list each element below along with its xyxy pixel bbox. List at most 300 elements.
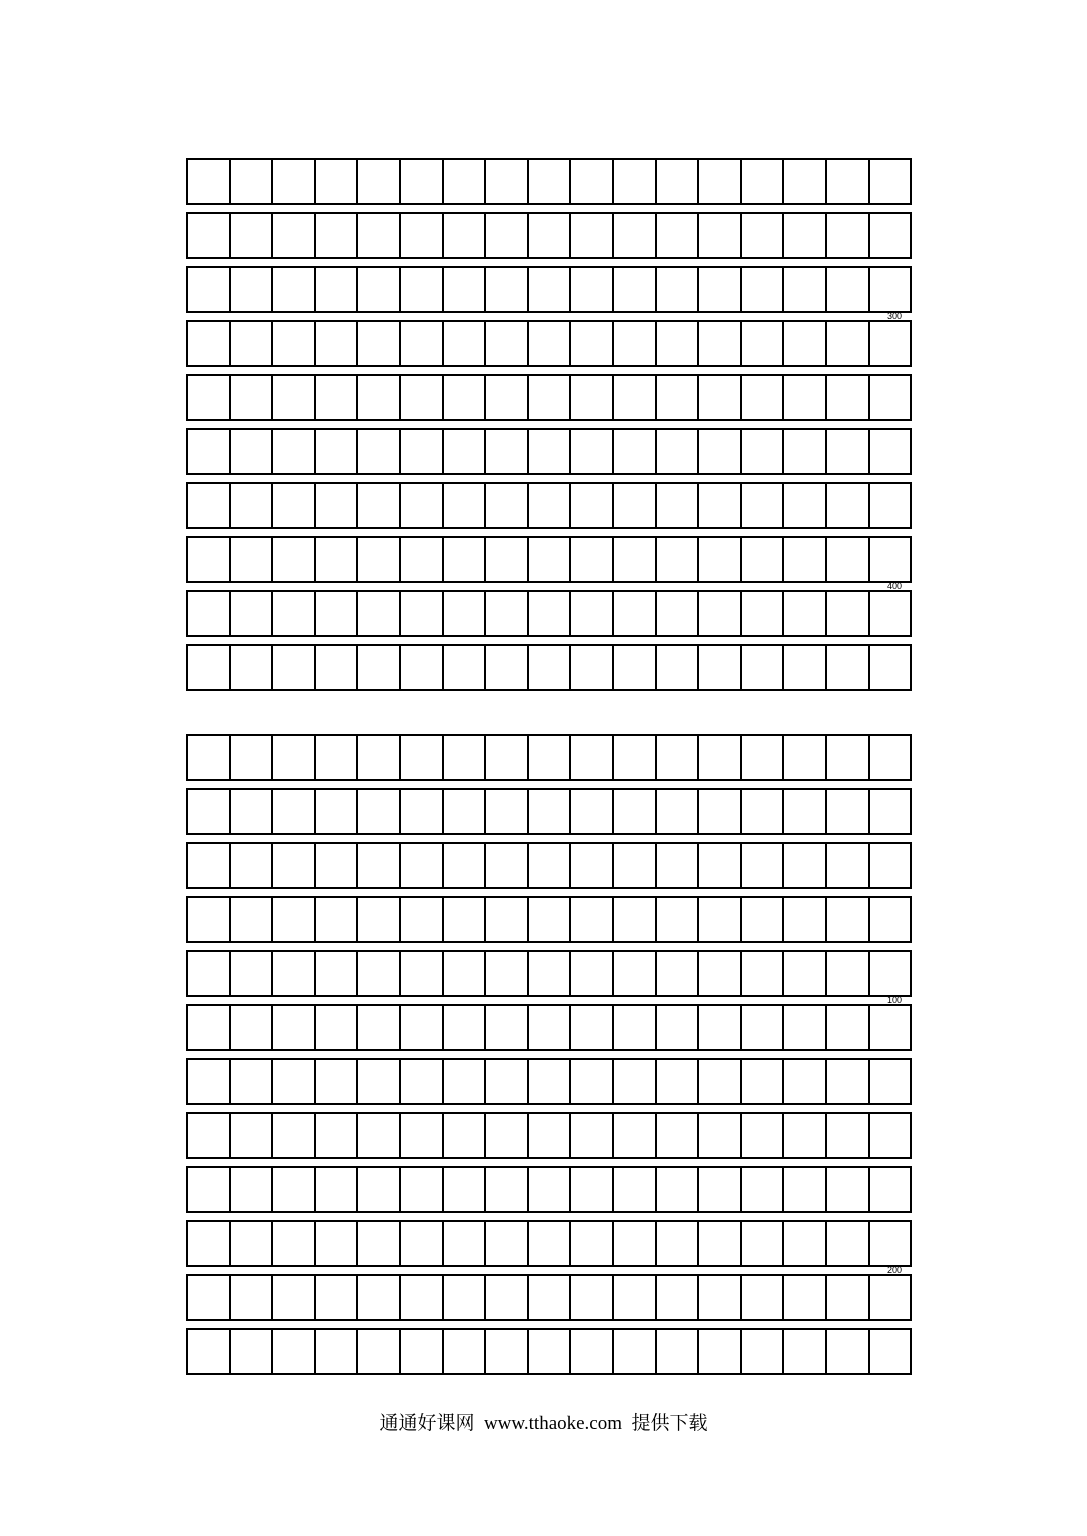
grid-cell: [870, 484, 911, 527]
grid-cell: [870, 1114, 911, 1157]
grid-cell: [444, 646, 487, 689]
grid-cell: [231, 214, 274, 257]
grid-cell: [614, 736, 657, 779]
grid-cell: [316, 1006, 359, 1049]
grid-cell: [742, 790, 785, 833]
grid-cell: [870, 898, 911, 941]
grid-cell: [316, 160, 359, 203]
grid-cell: [699, 898, 742, 941]
grid-cell: [358, 1006, 401, 1049]
grid-cell: [444, 1330, 487, 1373]
grid-cell: [742, 1114, 785, 1157]
grid-cell: [657, 1330, 700, 1373]
grid-cell: [529, 790, 572, 833]
grid-cell: [273, 646, 316, 689]
grid-cell: [358, 844, 401, 887]
grid-cell: [571, 1276, 614, 1319]
grid-cell: [827, 736, 870, 779]
grid-cell: [231, 268, 274, 311]
grid-cell: [657, 376, 700, 419]
grid-cell: [571, 898, 614, 941]
grid-cell: [401, 484, 444, 527]
grid-cell: [231, 1060, 274, 1103]
grid-cell: [784, 1276, 827, 1319]
grid-cell: [316, 1060, 359, 1103]
grid-cell: [444, 538, 487, 581]
grid-cell: [827, 646, 870, 689]
grid-cell: [870, 268, 911, 311]
grid-cell: [444, 898, 487, 941]
grid-cell: [188, 268, 231, 311]
grid-cell: [529, 1168, 572, 1211]
grid-cell: [273, 952, 316, 995]
grid-cell: [870, 1060, 911, 1103]
grid-cell: [444, 844, 487, 887]
grid-cell: [529, 268, 572, 311]
grid-cell: [657, 736, 700, 779]
grid-cell: [742, 538, 785, 581]
grid-cell: [188, 952, 231, 995]
grid-cell: [444, 214, 487, 257]
grid-cell: [231, 790, 274, 833]
grid-cell: [188, 844, 231, 887]
grid-cell: [870, 538, 911, 581]
grid-cell: [870, 214, 911, 257]
grid-row: [186, 428, 912, 475]
grid-cell: [870, 844, 911, 887]
grid-cell: [571, 844, 614, 887]
grid-row: [186, 1274, 912, 1321]
grid-cell: [614, 322, 657, 365]
word-count-marker: 300: [886, 311, 902, 321]
grid-cell: [188, 430, 231, 473]
grid-cell: [358, 1114, 401, 1157]
grid-cell: [657, 1168, 700, 1211]
grid-cell: [273, 1330, 316, 1373]
grid-row: [186, 212, 912, 259]
grid-cell: [784, 376, 827, 419]
grid-cell: [316, 430, 359, 473]
grid-cell: [870, 1168, 911, 1211]
grid-cell: [571, 376, 614, 419]
grid-cell: [614, 268, 657, 311]
grid-row: [186, 950, 912, 997]
grid-cell: [188, 898, 231, 941]
grid-cell: [657, 214, 700, 257]
grid-cell: [784, 268, 827, 311]
grid-cell: [273, 592, 316, 635]
grid-row: [186, 482, 912, 529]
bottom-writing-grid: [186, 734, 912, 1375]
grid-cell: [529, 736, 572, 779]
grid-cell: [870, 1330, 911, 1373]
grid-row: [186, 158, 912, 205]
grid-cell: [358, 322, 401, 365]
grid-cell: [529, 322, 572, 365]
grid-cell: [401, 898, 444, 941]
grid-cell: [358, 538, 401, 581]
grid-cell: [273, 214, 316, 257]
grid-cell: [529, 1114, 572, 1157]
grid-cell: [614, 538, 657, 581]
grid-cell: [486, 592, 529, 635]
grid-cell: [657, 268, 700, 311]
grid-cell: [614, 1276, 657, 1319]
grid-row: [186, 788, 912, 835]
grid-cell: [870, 736, 911, 779]
grid-cell: [870, 592, 911, 635]
grid-row: [186, 1112, 912, 1159]
grid-cell: [529, 160, 572, 203]
grid-cell: [614, 1114, 657, 1157]
grid-cell: [401, 1330, 444, 1373]
grid-cell: [358, 1060, 401, 1103]
grid-cell: [486, 322, 529, 365]
grid-cell: [444, 1222, 487, 1265]
grid-cell: [827, 430, 870, 473]
grid-cell: [188, 1168, 231, 1211]
grid-cell: [401, 646, 444, 689]
grid-cell: [316, 1276, 359, 1319]
grid-cell: [231, 1222, 274, 1265]
footer-site-name: 通通好课网: [379, 1413, 475, 1434]
grid-cell: [827, 844, 870, 887]
grid-cell: [486, 160, 529, 203]
footer-url: www.tthaoke.com: [483, 1413, 623, 1434]
grid-cell: [316, 898, 359, 941]
grid-cell: [742, 322, 785, 365]
grid-cell: [444, 1168, 487, 1211]
grid-cell: [870, 160, 911, 203]
grid-cell: [316, 844, 359, 887]
grid-cell: [188, 1114, 231, 1157]
grid-cell: [784, 646, 827, 689]
grid-cell: [358, 484, 401, 527]
grid-cell: [444, 430, 487, 473]
grid-cell: [231, 844, 274, 887]
grid-cell: [486, 952, 529, 995]
grid-cell: [614, 1222, 657, 1265]
grid-cell: [614, 1330, 657, 1373]
grid-cell: [529, 214, 572, 257]
grid-cell: [742, 736, 785, 779]
grid-cell: [273, 268, 316, 311]
grid-row: [186, 1166, 912, 1213]
grid-row: [186, 842, 912, 889]
grid-cell: [529, 646, 572, 689]
grid-cell: [614, 592, 657, 635]
grid-cell: [401, 952, 444, 995]
grid-cell: [657, 322, 700, 365]
grid-cell: [273, 1114, 316, 1157]
grid-cell: [486, 1330, 529, 1373]
grid-cell: [784, 214, 827, 257]
grid-cell: [273, 898, 316, 941]
grid-cell: [188, 1006, 231, 1049]
grid-cell: [529, 1006, 572, 1049]
grid-cell: [571, 538, 614, 581]
grid-cell: [316, 592, 359, 635]
grid-cell: [273, 1168, 316, 1211]
grid-cell: [316, 322, 359, 365]
grid-cell: [401, 1060, 444, 1103]
grid-cell: [827, 592, 870, 635]
grid-cell: [657, 646, 700, 689]
grid-cell: [870, 1222, 911, 1265]
grid-cell: [742, 484, 785, 527]
grid-cell: [486, 1006, 529, 1049]
grid-cell: [231, 1168, 274, 1211]
grid-cell: [827, 1060, 870, 1103]
grid-row: [186, 320, 912, 367]
grid-cell: [401, 160, 444, 203]
grid-cell: [273, 736, 316, 779]
grid-cell: [444, 160, 487, 203]
grid-cell: [273, 1222, 316, 1265]
grid-cell: [231, 1276, 274, 1319]
grid-cell: [614, 484, 657, 527]
grid-cell: [699, 1006, 742, 1049]
grid-cell: [529, 430, 572, 473]
grid-cell: [486, 1114, 529, 1157]
grid-cell: [784, 592, 827, 635]
grid-cell: [699, 1168, 742, 1211]
grid-cell: [870, 1276, 911, 1319]
grid-cell: [444, 1006, 487, 1049]
grid-cell: [827, 160, 870, 203]
grid-cell: [571, 214, 614, 257]
grid-cell: [614, 214, 657, 257]
grid-cell: [657, 1006, 700, 1049]
grid-cell: [571, 484, 614, 527]
grid-cell: [358, 376, 401, 419]
grid-cell: [699, 952, 742, 995]
grid-cell: [188, 160, 231, 203]
grid-cell: [486, 844, 529, 887]
grid-cell: [358, 1330, 401, 1373]
grid-cell: [657, 592, 700, 635]
grid-cell: [529, 844, 572, 887]
grid-cell: [827, 376, 870, 419]
grid-cell: [273, 1060, 316, 1103]
grid-cell: [699, 1114, 742, 1157]
grid-cell: [401, 376, 444, 419]
grid-cell: [401, 538, 444, 581]
grid-cell: [657, 844, 700, 887]
grid-cell: [784, 1330, 827, 1373]
grid-cell: [444, 1114, 487, 1157]
grid-cell: [699, 1222, 742, 1265]
grid-cell: [444, 376, 487, 419]
grid-cell: [657, 1222, 700, 1265]
grid-cell: [358, 214, 401, 257]
grid-cell: [529, 1330, 572, 1373]
grid-cell: [742, 952, 785, 995]
grid-cell: [699, 1276, 742, 1319]
grid-row: [186, 734, 912, 781]
grid-cell: [699, 322, 742, 365]
grid-cell: [358, 736, 401, 779]
grid-cell: [657, 160, 700, 203]
grid-cell: [870, 646, 911, 689]
grid-cell: [657, 1276, 700, 1319]
grid-cell: [614, 376, 657, 419]
grid-cell: [486, 790, 529, 833]
grid-cell: [784, 484, 827, 527]
grid-cell: [742, 1222, 785, 1265]
grid-cell: [870, 1006, 911, 1049]
grid-cell: [699, 430, 742, 473]
grid-cell: [529, 898, 572, 941]
grid-cell: [358, 898, 401, 941]
grid-cell: [358, 1168, 401, 1211]
grid-cell: [188, 214, 231, 257]
grid-cell: [571, 736, 614, 779]
footer: [0, 1408, 1087, 1435]
grid-cell: [401, 1168, 444, 1211]
grid-cell: [316, 952, 359, 995]
grid-cell: [486, 538, 529, 581]
grid-cell: [742, 430, 785, 473]
grid-cell: [571, 646, 614, 689]
grid-cell: [231, 322, 274, 365]
grid-cell: [742, 214, 785, 257]
grid-cell: [529, 1276, 572, 1319]
grid-cell: [188, 1222, 231, 1265]
grid-cell: [444, 952, 487, 995]
grid-cell: [571, 1006, 614, 1049]
grid-cell: [401, 844, 444, 887]
top-writing-grid: [186, 158, 912, 691]
grid-cell: [231, 376, 274, 419]
grid-cell: [699, 592, 742, 635]
grid-cell: [784, 736, 827, 779]
grid-cell: [401, 1006, 444, 1049]
grid-cell: [188, 376, 231, 419]
grid-row: [186, 1328, 912, 1375]
grid-cell: [827, 214, 870, 257]
grid-cell: [188, 1330, 231, 1373]
grid-cell: [316, 1114, 359, 1157]
grid-cell: [827, 1168, 870, 1211]
grid-cell: [827, 952, 870, 995]
grid-cell: [188, 1060, 231, 1103]
grid-row: [186, 374, 912, 421]
grid-cell: [188, 322, 231, 365]
grid-cell: [571, 160, 614, 203]
grid-cell: [486, 268, 529, 311]
grid-cell: [699, 214, 742, 257]
grid-cell: [529, 484, 572, 527]
grid-cell: [784, 1006, 827, 1049]
grid-cell: [401, 790, 444, 833]
grid-cell: [529, 952, 572, 995]
grid-cell: [827, 898, 870, 941]
grid-cell: [827, 1006, 870, 1049]
grid-cell: [444, 790, 487, 833]
grid-cell: [699, 376, 742, 419]
grid-cell: [401, 430, 444, 473]
grid-cell: [401, 1276, 444, 1319]
grid-cell: [231, 160, 274, 203]
grid-cell: [444, 322, 487, 365]
grid-cell: [784, 160, 827, 203]
grid-cell: [614, 898, 657, 941]
grid-cell: [316, 736, 359, 779]
grid-cell: [231, 1330, 274, 1373]
grid-cell: [742, 592, 785, 635]
grid-cell: [827, 484, 870, 527]
grid-cell: [444, 1060, 487, 1103]
grid-cell: [529, 1222, 572, 1265]
grid-cell: [316, 1330, 359, 1373]
grid-cell: [316, 268, 359, 311]
word-count-marker: 200: [886, 1265, 902, 1275]
grid-row: [186, 1004, 912, 1051]
grid-cell: [358, 790, 401, 833]
grid-cell: [401, 214, 444, 257]
grid-cell: [231, 646, 274, 689]
grid-cell: [614, 790, 657, 833]
footer-action: 提供下载: [631, 1413, 708, 1434]
grid-cell: [827, 1330, 870, 1373]
grid-cell: [614, 952, 657, 995]
grid-cell: [401, 592, 444, 635]
grid-cell: [784, 1168, 827, 1211]
grid-cell: [188, 1276, 231, 1319]
grid-cell: [316, 484, 359, 527]
grid-cell: [784, 898, 827, 941]
grid-cell: [401, 1222, 444, 1265]
grid-cell: [401, 736, 444, 779]
grid-cell: [571, 322, 614, 365]
grid-cell: [571, 952, 614, 995]
grid-cell: [231, 898, 274, 941]
grid-cell: [188, 646, 231, 689]
grid-cell: [742, 160, 785, 203]
grid-cell: [784, 844, 827, 887]
grid-cell: [827, 1114, 870, 1157]
grid-cell: [316, 538, 359, 581]
grid-cell: [742, 1006, 785, 1049]
grid-cell: [657, 790, 700, 833]
grid-row: [186, 644, 912, 691]
grid-cell: [571, 592, 614, 635]
grid-cell: [273, 160, 316, 203]
grid-cell: [486, 430, 529, 473]
grid-cell: [358, 430, 401, 473]
grid-cell: [614, 1006, 657, 1049]
grid-cell: [273, 790, 316, 833]
grid-cell: [529, 592, 572, 635]
grid-cell: [273, 484, 316, 527]
grid-cell: [870, 952, 911, 995]
grid-cell: [401, 268, 444, 311]
grid-cell: [870, 790, 911, 833]
grid-cell: [657, 952, 700, 995]
grid-cell: [273, 322, 316, 365]
grid-cell: [316, 1222, 359, 1265]
grid-cell: [231, 736, 274, 779]
grid-cell: [571, 790, 614, 833]
grid-cell: [784, 1060, 827, 1103]
grid-cell: [699, 646, 742, 689]
grid-cell: [742, 1330, 785, 1373]
grid-cell: [657, 1060, 700, 1103]
grid-cell: [358, 646, 401, 689]
grid-cell: [358, 268, 401, 311]
grid-cell: [444, 592, 487, 635]
